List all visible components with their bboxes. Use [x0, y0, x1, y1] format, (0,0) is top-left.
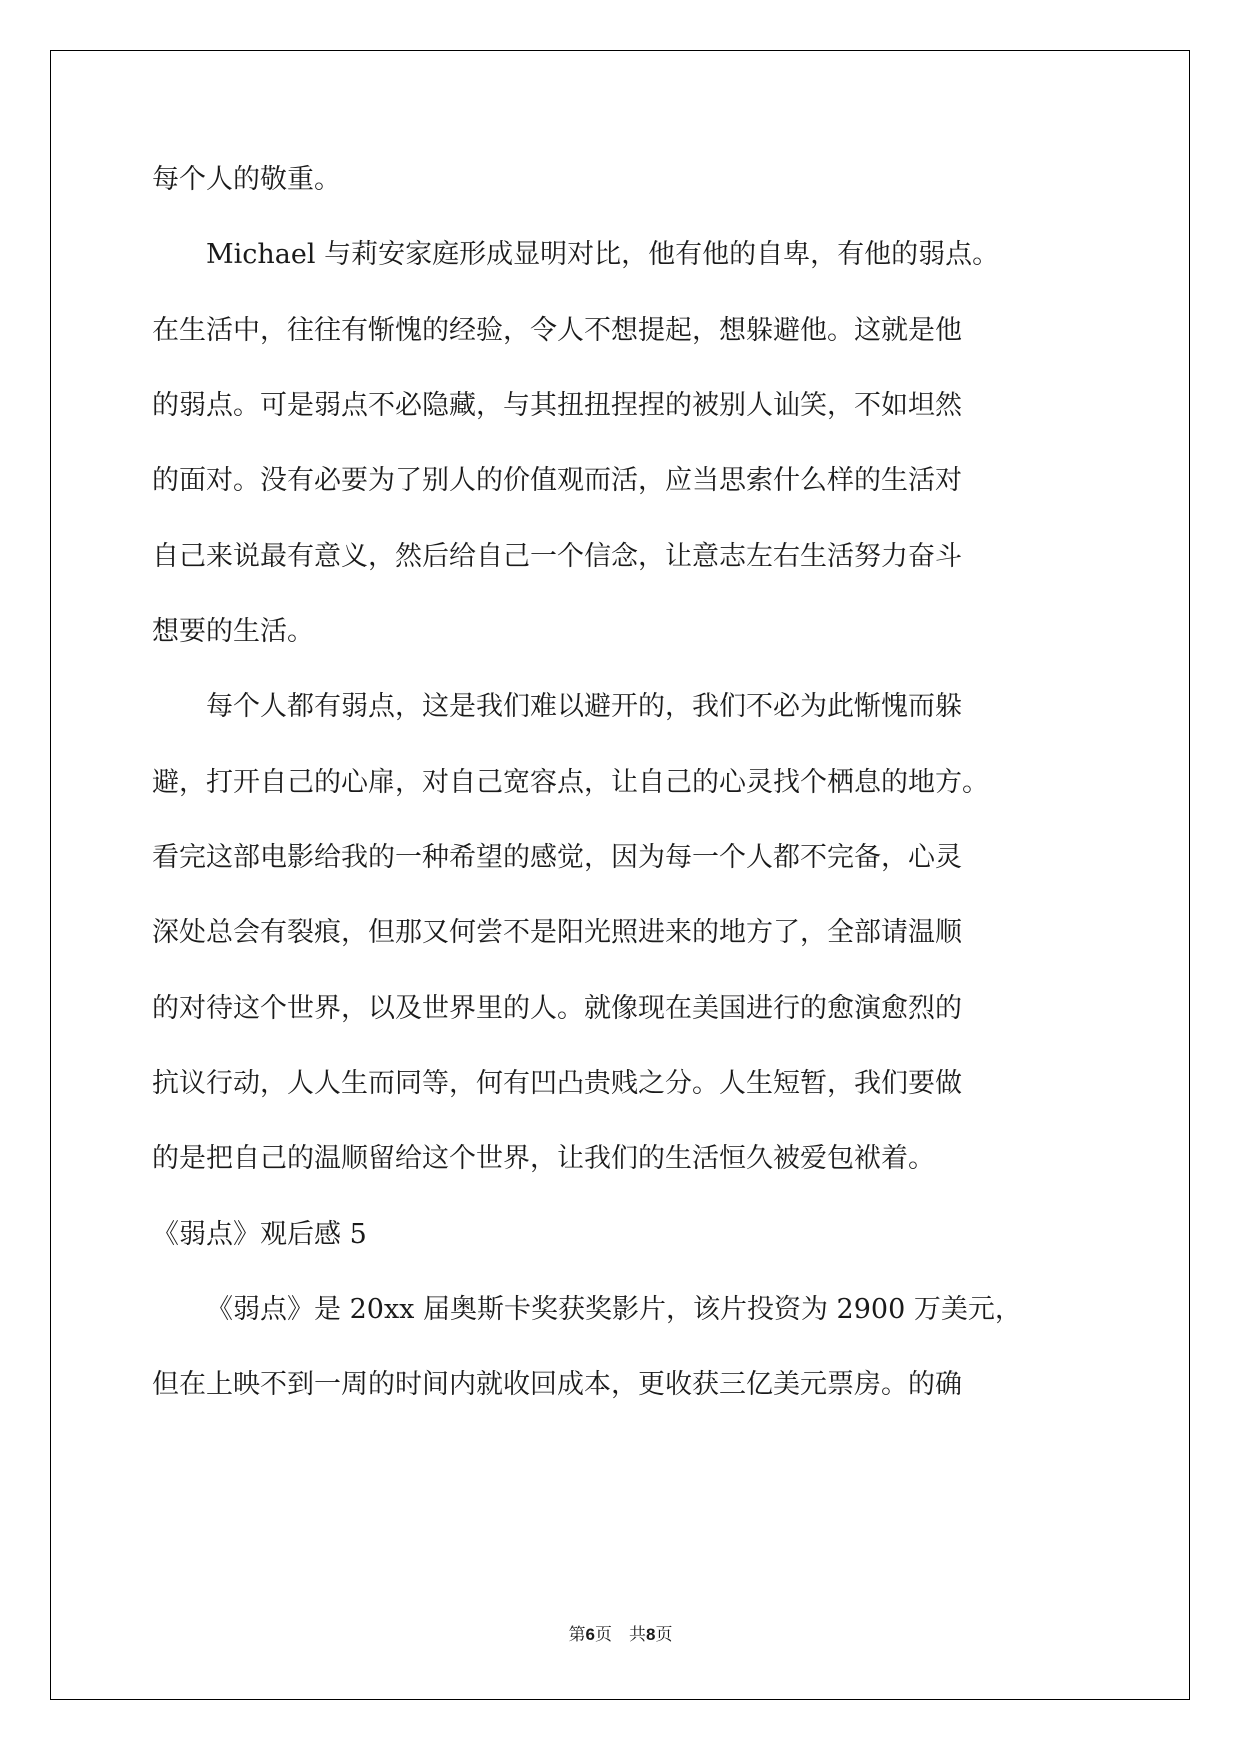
section-heading: 《弱点》观后感 5 [152, 1219, 367, 1250]
footer-middle: 页 共 [595, 1625, 646, 1645]
text-line: 的面对。没有必要为了别人的价值观而活，应当思索什么样的生活对 [152, 465, 962, 496]
footer-prefix: 第 [568, 1625, 586, 1645]
text-line: 避，打开自己的心扉，对自己宽容点，让自己的心灵找个栖息的地方。 [152, 767, 989, 798]
paragraph-first-line: 《弱点》是 20xx 届奥斯卡奖获奖影片，该片投资为 2900 万美元， [206, 1294, 1022, 1325]
text-line: 自己来说最有意义，然后给自己一个信念，让意志左右生活努力奋斗 [152, 541, 962, 572]
text-line: 想要的生活。 [152, 616, 314, 647]
current-page-number: 6 [585, 1625, 595, 1644]
text-line: 的对待这个世界，以及世界里的人。就像现在美国进行的愈演愈烈的 [152, 993, 962, 1024]
text-line: 抗议行动，人人生而同等，何有凹凸贵贱之分。人生短暂，我们要做 [152, 1068, 962, 1099]
text-line: 但在上映不到一周的时间内就收回成本，更收获三亿美元票房。的确 [152, 1369, 962, 1400]
paragraph-first-line: 每个人都有弱点，这是我们难以避开的，我们不必为此惭愧而躲 [206, 691, 962, 722]
text-line: 在生活中，往往有惭愧的经验，令人不想提起，想躲避他。这就是他 [152, 315, 962, 346]
text-line: 每个人的敬重。 [152, 164, 341, 195]
text-line: 看完这部电影给我的一种希望的感觉，因为每一个人都不完备，心灵 [152, 842, 962, 873]
text-line: 的弱点。可是弱点不必隐藏，与其扭扭捏捏的被别人讪笑，不如坦然 [152, 390, 962, 421]
paragraph-first-line: Michael 与莉安家庭形成显明对比，他有他的自卑，有他的弱点。 [206, 239, 1000, 270]
page-footer [0, 1620, 1241, 1645]
text-line: 的是把自己的温顺留给这个世界，让我们的生活恒久被爱包袱着。 [152, 1143, 935, 1174]
text-line: 深处总会有裂痕，但那又何尝不是阳光照进来的地方了，全部请温顺 [152, 917, 962, 948]
total-pages-number: 8 [646, 1625, 656, 1644]
footer-suffix: 页 [655, 1625, 673, 1645]
